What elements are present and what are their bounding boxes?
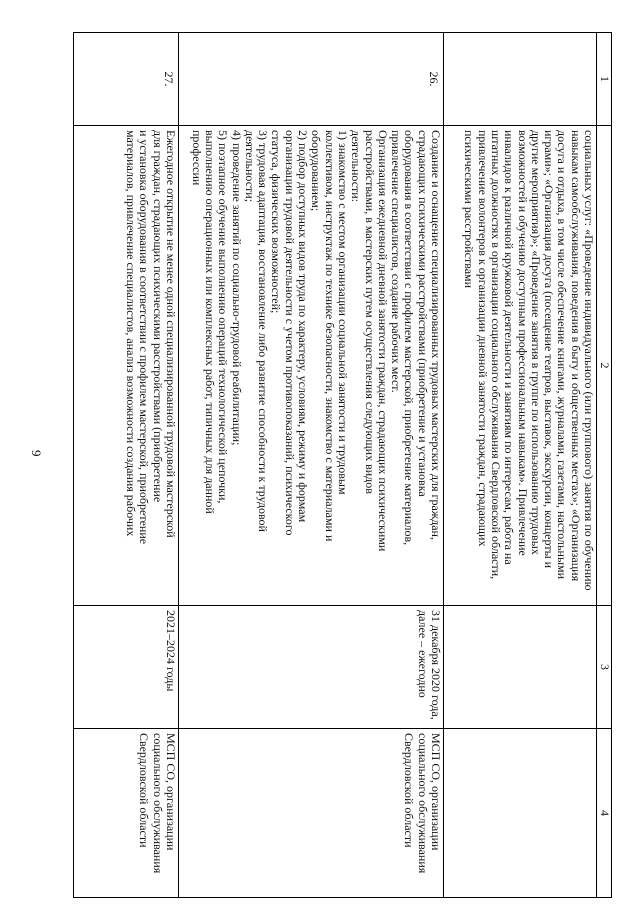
- row-deadline: [444, 606, 597, 729]
- description-line: оборудования в соответствии с профилем мастерской, приобретение материалов,: [402, 130, 417, 546]
- description-line: страдающих психическими расстройствами (приобретение и установка: [415, 130, 430, 497]
- page-number: 9: [29, 450, 44, 457]
- description-line: 5) поэтапное обучение выполнению операций технологической цепочки,: [216, 130, 231, 504]
- table-row: [179, 33, 444, 898]
- description-line: статуса, физических возможностей;: [269, 130, 284, 314]
- description-line: 1) знакомство с местом организации социальной занятости и трудовым: [335, 130, 350, 495]
- row-number: 27.: [74, 33, 179, 126]
- header-col-2: 2: [597, 126, 612, 606]
- header-col-1: 1: [597, 33, 612, 126]
- description-line: деятельности;: [242, 130, 257, 203]
- row-executor: МСП СО, организации социального обслуживания Свердловской области: [74, 729, 179, 898]
- row-number-cell: [444, 33, 597, 126]
- description-line: и установка оборудования в соответствии с профилем мастерской, приобретение: [137, 130, 152, 545]
- description-line: коллективом, инструктаж по технике безопасности, знакомство с материалами и: [322, 130, 337, 542]
- description-line: расстройствами, в мастерских путем осуществления следующих видов: [362, 130, 377, 494]
- description-line: Организация ежедневной дневной занятости граждан, страдающих психическими: [375, 130, 390, 552]
- row-description: [74, 126, 179, 606]
- row-number: 26.: [179, 33, 444, 126]
- description-line: материалов, привлечение специалистов, анализ возможности создания рабочих: [124, 130, 139, 537]
- description-line: деятельности:: [349, 130, 364, 203]
- table-row: [74, 33, 179, 898]
- description-line: профессии: [189, 130, 204, 186]
- description-line: выполнению операционных или комплексных работ, типичных для данной: [202, 130, 217, 514]
- row-executor: [444, 729, 597, 898]
- description-line: привлечение специалистов, создание рабочих мест.: [389, 130, 404, 393]
- row-deadline: 31 декабря 2020 года, далее – ежегодно: [179, 606, 444, 729]
- row-executor: МСП СО, организации социального обслуживания Свердловской области: [179, 729, 444, 898]
- description-line: организации трудовой деятельности с учетом противопоказаний, психического: [282, 130, 297, 536]
- row-description: социальных услуг: «Проведение индивидуального (или группового) занятия по обучению навыкам самообслуживания, поведения в быту и общественных местах»; «Организация досуга и отдыха, в том числе обеспечение книгами, журналами, газетами, настольными играми»; «Организация досуга (посещение театров, выставок, экскурсии, концерты и другие мероприятия)»; «Проведение занятия в группе по использованию трудовых возможностей и обучению доступным профессиональным навыкам». Привлечение инвалидов к различной кружковой деятельности и занятиям по интересам, работа на штатных должностях в организации социального обслуживания Свердловской области, привлечение волонтеров к организации дневной занятости граждан, страдающих психическими расстройствами: [444, 126, 597, 606]
- description-line: 4) проведение занятий по социально-трудовой реабилитации;: [229, 130, 244, 446]
- measures-table: [73, 32, 612, 898]
- row-deadline: 2021–2024 годы: [74, 606, 179, 729]
- table-header-row: [597, 33, 612, 898]
- rotated-table-container: [82, 32, 612, 877]
- description-line: 2) подбор доступных видов труда по характеру, условиям, режиму и формам: [296, 130, 311, 523]
- header-col-4: 4: [597, 729, 612, 898]
- description-line: 3) трудовая адаптация, восстановление либо развитие способности к трудовой: [256, 130, 271, 532]
- description-line: Создание и оснащение специализированных трудовых мастерских для граждан,: [429, 130, 443, 540]
- row-description: [179, 126, 444, 606]
- description-line: для граждан, страдающих психическими расстройствами (приобретение: [150, 130, 165, 503]
- description-line: оборудованием;: [309, 130, 324, 212]
- header-col-3: 3: [597, 606, 612, 729]
- table-row-continued: [444, 33, 597, 898]
- description-line: Ежегодное открытие не менее одной специализированной трудовой мастерской: [164, 130, 178, 538]
